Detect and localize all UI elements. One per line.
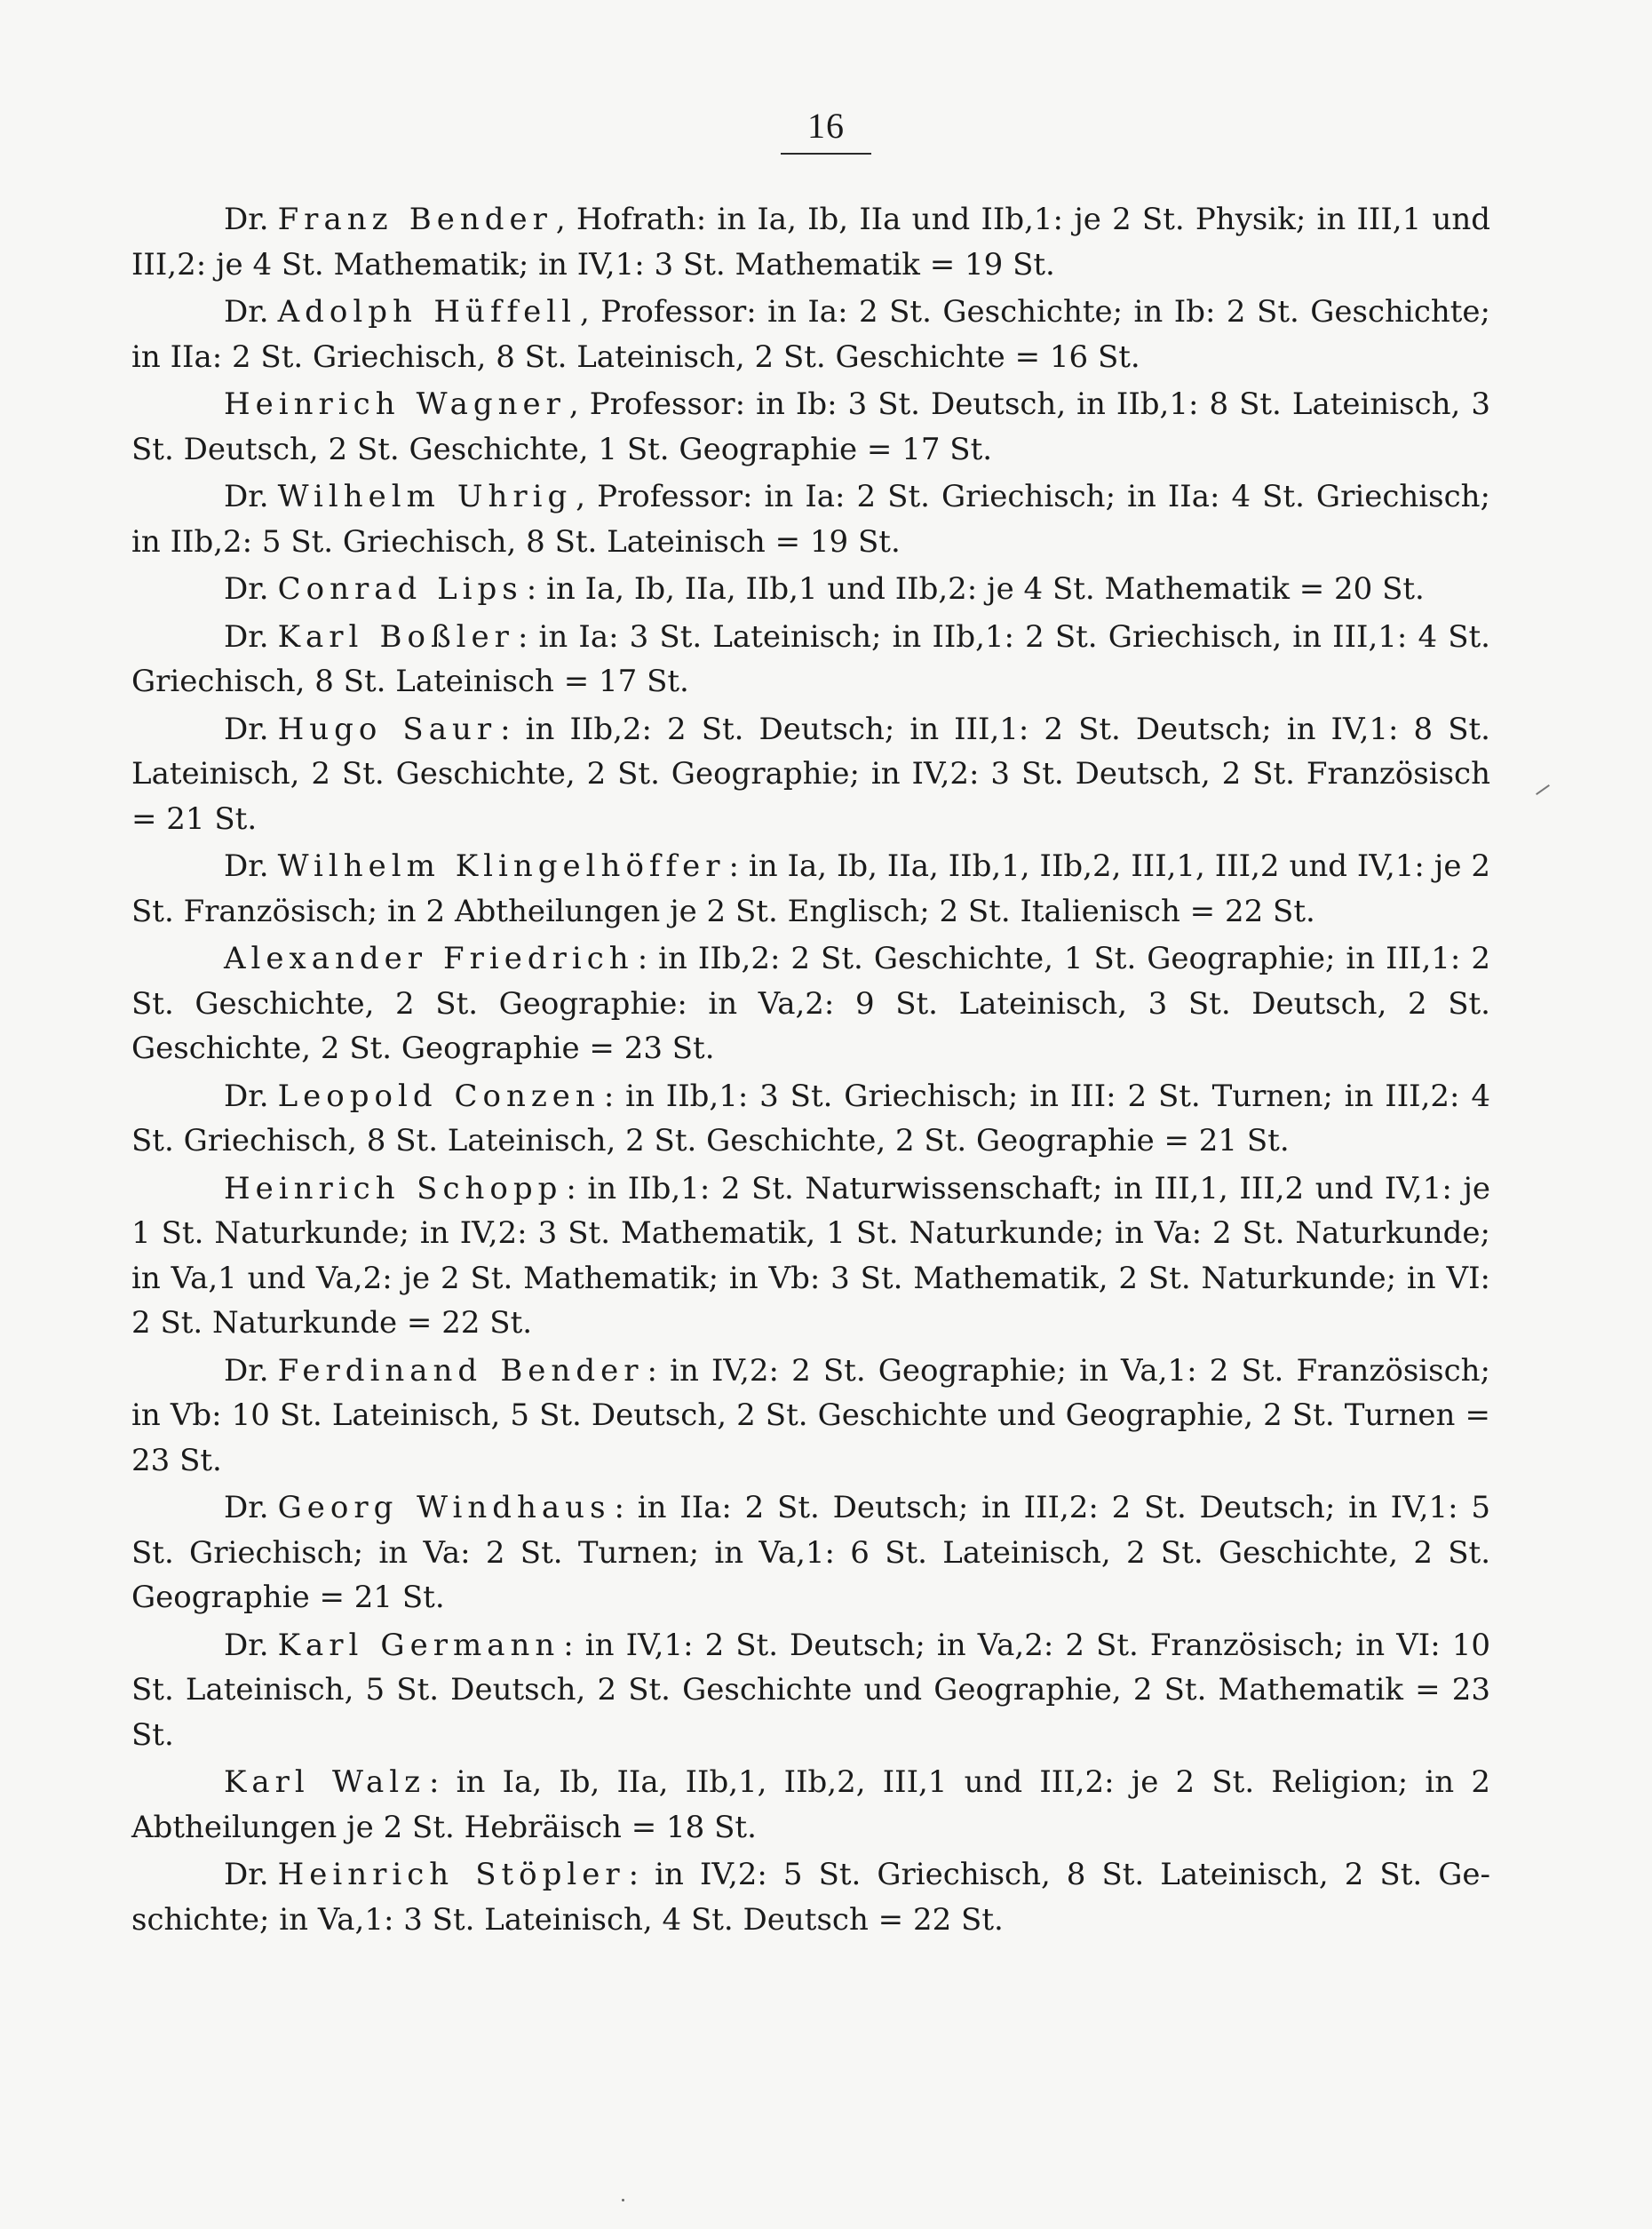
teacher-assignment: : in Ia: 3 St. Lateinisch; in IIb,1: 2 St. Griechisch, in III,1: 4 St. Griechisch, 8 St. Lateinisch = 17 St. [131, 618, 1490, 699]
teacher-name: Alexander Friedrich [224, 941, 634, 976]
teacher-name: Karl Walz [224, 1764, 426, 1800]
list-item [131, 707, 1490, 842]
teacher-assignment: : in Ia, Ib, IIa, IIb,1, IIb,2, III,1, III,2 und IV,1: je 2 St. Französisch; in 2 Abtheilungen je 2 St. Englisch; 2 St. Italienisch = 22 St. [131, 848, 1490, 929]
list-item [131, 936, 1490, 1071]
list-item [131, 1074, 1490, 1164]
teacher-title: Dr. [224, 1490, 269, 1525]
teacher-title: Dr. [224, 202, 269, 237]
list-item [131, 1623, 1490, 1758]
teacher-title: Dr. [224, 294, 269, 330]
teacher-name: Wilhelm Klingelhöffer [277, 848, 726, 884]
teacher-assignment: : in IIa: 2 St. Deutsch; in III,2: 2 St. Deutsch; in IV,1: 5 St. Griechisch; in Va: 2 St. Turnen; in Va,1: 6 St. Lateinisch, 2 St. Geschichte, 2 St. Geographie = 21 St. [131, 1490, 1490, 1615]
ink-speck [622, 2199, 624, 2201]
teacher-assignment: : in IIb,2: 2 St. Deutsch; in III,1: 2 St. Deutsch; in IV,1: 8 St. Lateinisch, 2 St. Geschichte, 2 St. Geographie; in IV,2: 3 St. Deutsch, 2 St. Französisch = 21 St. [131, 711, 1490, 837]
teacher-name: Heinrich Schopp [224, 1170, 563, 1206]
list-item [131, 474, 1490, 564]
list-item [131, 1166, 1490, 1346]
teacher-title: Dr. [224, 571, 269, 607]
teacher-assignment: : in IIb,1: 2 St. Naturwissenschaft; in III,1, III,2 und IV,1: je 1 St. Naturkunde; in IV,2: 3 St. Mathematik, 1 St. Naturkunde; in Va: 2 St. Naturkunde; in Va,1 und Va,2: je 2 St. Mathematik; in Vb: 3 St. Mathematik, 2 St. Naturkunde; in VI: 2 St. Naturkunde = 22 St. [131, 1170, 1490, 1341]
teacher-title: Dr. [224, 1078, 269, 1114]
teacher-assignment: , Hofrath: in Ia, Ib, IIa und IIb,1: je 2 St. Physik; in III,1 und III,2: je 4 St. Mathematik; in IV,1: 3 St. Mathematik = 19 St. [131, 202, 1491, 283]
teacher-assignment: , Professor: in Ib: 3 St. Deutsch, in IIb,1: 8 St. Lateinisch, 3 St. Deutsch, 2 St. Geschichte, 1 St. Geographie = 17 St. [131, 386, 1490, 467]
teacher-name: Heinrich Wagner [224, 386, 566, 422]
list-item [131, 615, 1490, 705]
teacher-name: Conrad Lips [277, 571, 523, 607]
list-item [131, 1485, 1490, 1620]
list-item [131, 1349, 1490, 1484]
teacher-list [131, 197, 1490, 1945]
margin-mark [1536, 784, 1550, 795]
list-item [131, 1852, 1490, 1942]
teacher-assignment: , Professor: in Ia: 2 St. Geschichte; in Ib: 2 St. Geschichte; in IIa: 2 St. Griechisch, 8 St. Lateinisch, 2 St. Geschichte = 16 St. [131, 294, 1490, 375]
list-item [131, 844, 1490, 934]
teacher-assignment: : in IV,2: 2 St. Geographie; in Va,1: 2 St. Französisch; in Vb: 10 St. Lateinisch, 5 St. Deutsch, 2 St. Geschichte und Geographie, 2 St. Turnen = 23 St. [131, 1352, 1490, 1478]
teacher-title: Dr. [224, 1352, 269, 1389]
teacher-title: Dr. [224, 1857, 269, 1892]
list-item [131, 1760, 1490, 1850]
teacher-title: Dr. [224, 711, 269, 747]
teacher-title: Dr. [224, 479, 269, 514]
teacher-name: Franz Bender [277, 202, 552, 237]
teacher-assignment: : in IV,2: 5 St. Griechisch, 8 St. Lateinisch, 2 St. Geschichte; in Va,1: 3 St. Lateinisch, 4 St. Deutsch = 22 St. [131, 1857, 1490, 1938]
teacher-title: Dr. [224, 618, 269, 655]
teacher-name: Ferdinand Bender [277, 1352, 644, 1389]
teacher-name: Georg Windhaus [277, 1490, 611, 1525]
teacher-assignment: : in IIb,1: 3 St. Griechisch; in III: 2 St. Turnen; in III,2: 4 St. Griechisch, 8 St. Lateinisch, 2 St. Geschichte, 2 St. Geographie = 21 St. [131, 1078, 1490, 1158]
teacher-name: Karl Germann [277, 1627, 560, 1663]
list-item [131, 197, 1490, 287]
teacher-assignment: : in IV,1: 2 St. Deutsch; in Va,2: 2 St. Französisch; in VI: 10 St. Lateinisch, 5 St. Deutsch, 2 St. Geschichte und Geographie, 2 St. Mathematik = 23 St. [131, 1627, 1490, 1753]
list-item [131, 290, 1490, 379]
teacher-name: Adolph Hüffell [277, 294, 576, 330]
teacher-assignment: : in IIb,2: 2 St. Geschichte, 1 St. Geographie; in III,1: 2 St. Geschichte, 2 St. Geographie: in Va,2: 9 St. Lateinisch, 3 St. Deutsch, 2 St. Geschichte, 2 St. Geographie = 23 St. [131, 941, 1490, 1066]
teacher-assignment: : in Ia, Ib, IIa, IIb,1 und IIb,2: je 4 St. Mathematik = 20 St. [526, 571, 1425, 607]
teacher-name: Hugo Saur [277, 711, 497, 747]
teacher-title: Dr. [224, 848, 269, 884]
teacher-assignment: , Professor: in Ia: 2 St. Griechisch; in IIa: 4 St. Griechisch; in IIb,2: 5 St. Griechisch, 8 St. Lateinisch = 19 St. [131, 479, 1490, 560]
page-number: 16 [781, 105, 871, 155]
teacher-name: Leopold Conzen [277, 1078, 600, 1114]
list-item [131, 382, 1490, 472]
teacher-name: Wilhelm Uhrig [277, 479, 573, 514]
teacher-title: Dr. [224, 1627, 269, 1663]
teacher-name: Karl Boßler [277, 618, 514, 655]
page-header [0, 105, 1652, 155]
list-item [131, 567, 1490, 612]
teacher-name: Heinrich Stöpler [277, 1857, 625, 1892]
teacher-assignment: : in Ia, Ib, IIa, IIb,1, IIb,2, III,1 und III,2: je 2 St. Religion; in 2 Abtheilungen je 2 St. Hebräisch = 18 St. [131, 1764, 1491, 1845]
